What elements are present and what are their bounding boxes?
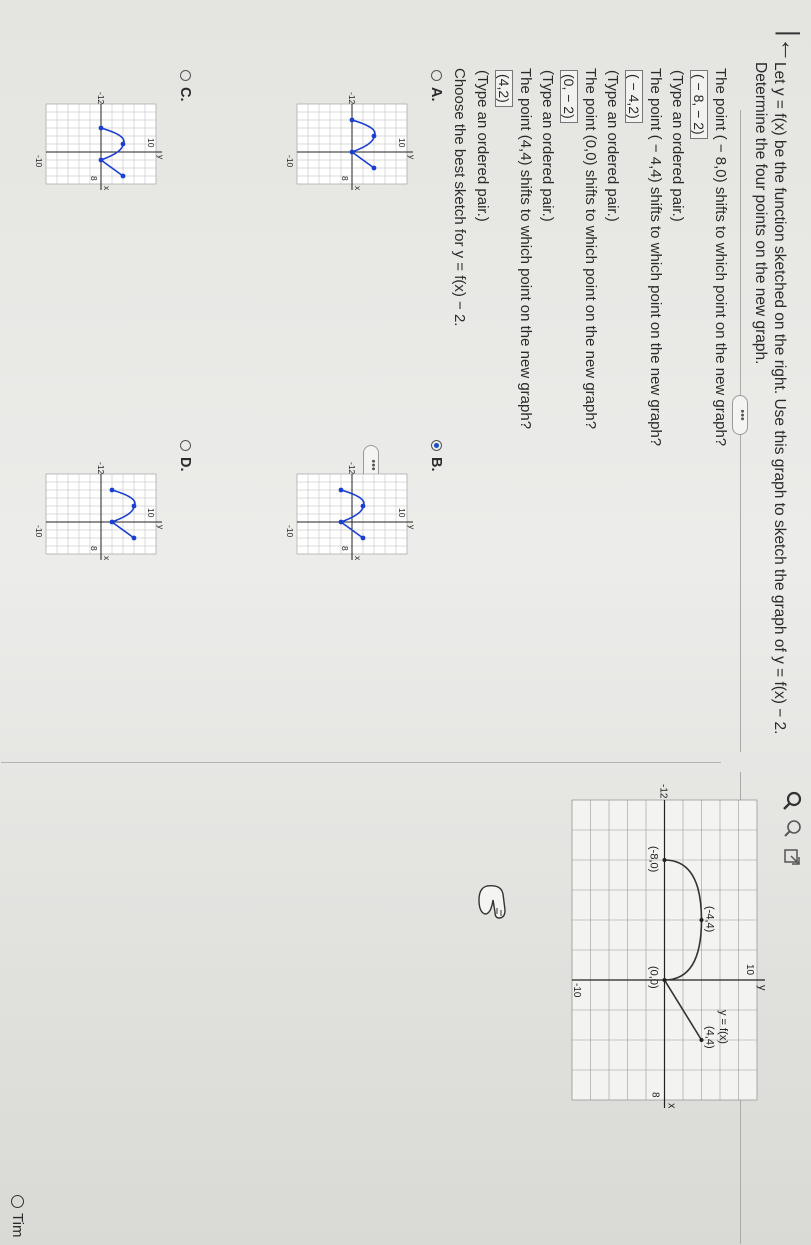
y-top-tick: 10 bbox=[397, 508, 407, 518]
curve-point bbox=[372, 134, 377, 139]
clock-icon bbox=[11, 1195, 24, 1208]
y-axis-label: y bbox=[156, 155, 166, 160]
expand-left-button[interactable]: ••• bbox=[732, 395, 748, 435]
y-bottom-tick: -10 bbox=[285, 155, 295, 168]
option-d-radio[interactable] bbox=[176, 440, 194, 472]
main-point-label: (-4,4) bbox=[703, 906, 716, 933]
expand-right-button[interactable]: ••• bbox=[363, 445, 379, 485]
option-b-graph bbox=[271, 460, 421, 570]
x-axis-label: x bbox=[353, 186, 363, 191]
y-axis-label: y bbox=[407, 525, 417, 530]
main-x-left-tick: -12 bbox=[657, 784, 669, 799]
curve-point bbox=[361, 504, 366, 509]
curve-point bbox=[99, 126, 104, 131]
main-x-label: x bbox=[665, 1103, 678, 1109]
curve-point bbox=[339, 520, 344, 525]
x-left-tick: -12 bbox=[347, 462, 357, 475]
curve-point bbox=[121, 142, 126, 147]
main-point-label: (0,0) bbox=[647, 966, 660, 989]
x-right-tick: 8 bbox=[89, 176, 99, 181]
curve-point bbox=[110, 488, 115, 493]
part4-answer[interactable]: (4,2) bbox=[495, 70, 513, 107]
radio-b[interactable] bbox=[431, 440, 442, 451]
hand-cursor-icon bbox=[470, 880, 511, 924]
curve-point bbox=[339, 488, 344, 493]
question-text: Let y = f(x) be the function sketched on the right. Use this graph to sketch the graph of y = f(x) − 2. Determine the four points on the new graph. bbox=[752, 62, 788, 735]
x-axis-label: x bbox=[353, 556, 363, 561]
y-bottom-tick: -10 bbox=[285, 525, 295, 538]
option-a-graph bbox=[271, 90, 421, 200]
x-right-tick: 8 bbox=[340, 176, 350, 181]
pane-separator bbox=[1, 762, 721, 763]
x-left-tick: -12 bbox=[347, 92, 357, 105]
radio-a[interactable] bbox=[431, 70, 442, 81]
main-y-bottom-tick: -10 bbox=[571, 983, 582, 998]
curve-point bbox=[99, 158, 104, 163]
main-graph bbox=[561, 780, 771, 1110]
part3-prompt: The point (0,0) shifts to which point on the new graph? bbox=[582, 68, 599, 430]
main-y-top-tick: 10 bbox=[744, 964, 755, 976]
part1-answer[interactable]: ( − 8, − 2) bbox=[690, 70, 708, 139]
part3-answer[interactable]: (0, − 2) bbox=[560, 70, 578, 123]
x-axis-label: x bbox=[102, 556, 112, 561]
main-func-label: y = f(x) bbox=[717, 1010, 729, 1044]
option-b-label: B. bbox=[428, 457, 444, 472]
option-d-label: D. bbox=[177, 457, 193, 472]
option-a-radio[interactable] bbox=[427, 70, 445, 102]
y-bottom-tick: -10 bbox=[34, 525, 44, 538]
choose-label: Choose the best sketch for y = f(x) − 2. bbox=[451, 68, 468, 327]
curve-point bbox=[132, 504, 137, 509]
x-right-tick: 8 bbox=[89, 546, 99, 551]
part2-prompt: The point ( − 4,4) shifts to which point on the new graph? bbox=[647, 68, 664, 447]
part4-prompt: The point (4,4) shifts to which point on the new graph? bbox=[517, 68, 534, 430]
main-x-right-tick: 8 bbox=[649, 1092, 661, 1098]
curve-point bbox=[361, 536, 366, 541]
option-c-label: C. bbox=[177, 87, 193, 102]
option-a-label: A. bbox=[428, 87, 444, 102]
radio-c[interactable] bbox=[180, 70, 191, 81]
radio-d[interactable] bbox=[180, 440, 191, 451]
x-left-tick: -12 bbox=[96, 92, 106, 105]
option-c-graph bbox=[20, 90, 170, 200]
curve-point bbox=[350, 150, 355, 155]
timer[interactable] bbox=[9, 1195, 26, 1237]
y-axis-label: y bbox=[407, 155, 417, 160]
y-top-tick: 10 bbox=[146, 508, 156, 518]
option-b-radio[interactable] bbox=[427, 440, 445, 472]
part2-answer[interactable]: ( − 4,2) bbox=[625, 70, 643, 123]
main-point bbox=[663, 978, 667, 982]
timer-label: Tim bbox=[9, 1213, 26, 1238]
option-c-radio[interactable] bbox=[176, 70, 194, 102]
part3-hint: (Type an ordered pair.) bbox=[539, 70, 556, 222]
back-arrow-icon[interactable]: |← bbox=[775, 30, 805, 63]
part1-hint: (Type an ordered pair.) bbox=[669, 70, 686, 222]
option-d-graph bbox=[20, 460, 170, 570]
x-axis-label: x bbox=[102, 186, 112, 191]
x-left-tick: -12 bbox=[96, 462, 106, 475]
curve-point bbox=[121, 174, 126, 179]
main-point-label: (-8,0) bbox=[647, 846, 660, 873]
y-axis-label: y bbox=[156, 525, 166, 530]
curve-point bbox=[110, 520, 115, 525]
part4-hint: (Type an ordered pair.) bbox=[474, 70, 491, 222]
y-top-tick: 10 bbox=[146, 138, 156, 148]
curve-point bbox=[372, 166, 377, 171]
main-point bbox=[663, 858, 667, 862]
main-y-label: y bbox=[756, 985, 768, 991]
main-point-label: (4,4) bbox=[703, 1026, 716, 1049]
curve-point bbox=[132, 536, 137, 541]
popout-icon[interactable] bbox=[781, 846, 803, 868]
part2-hint: (Type an ordered pair.) bbox=[604, 70, 621, 222]
x-right-tick: 8 bbox=[340, 546, 350, 551]
y-bottom-tick: -10 bbox=[34, 155, 44, 168]
curve-point bbox=[350, 118, 355, 123]
y-top-tick: 10 bbox=[397, 138, 407, 148]
zoom-out-icon[interactable] bbox=[781, 818, 803, 840]
part1-prompt: The point ( − 8,0) shifts to which point on the new graph? bbox=[712, 68, 729, 447]
zoom-in-icon[interactable] bbox=[781, 790, 803, 812]
